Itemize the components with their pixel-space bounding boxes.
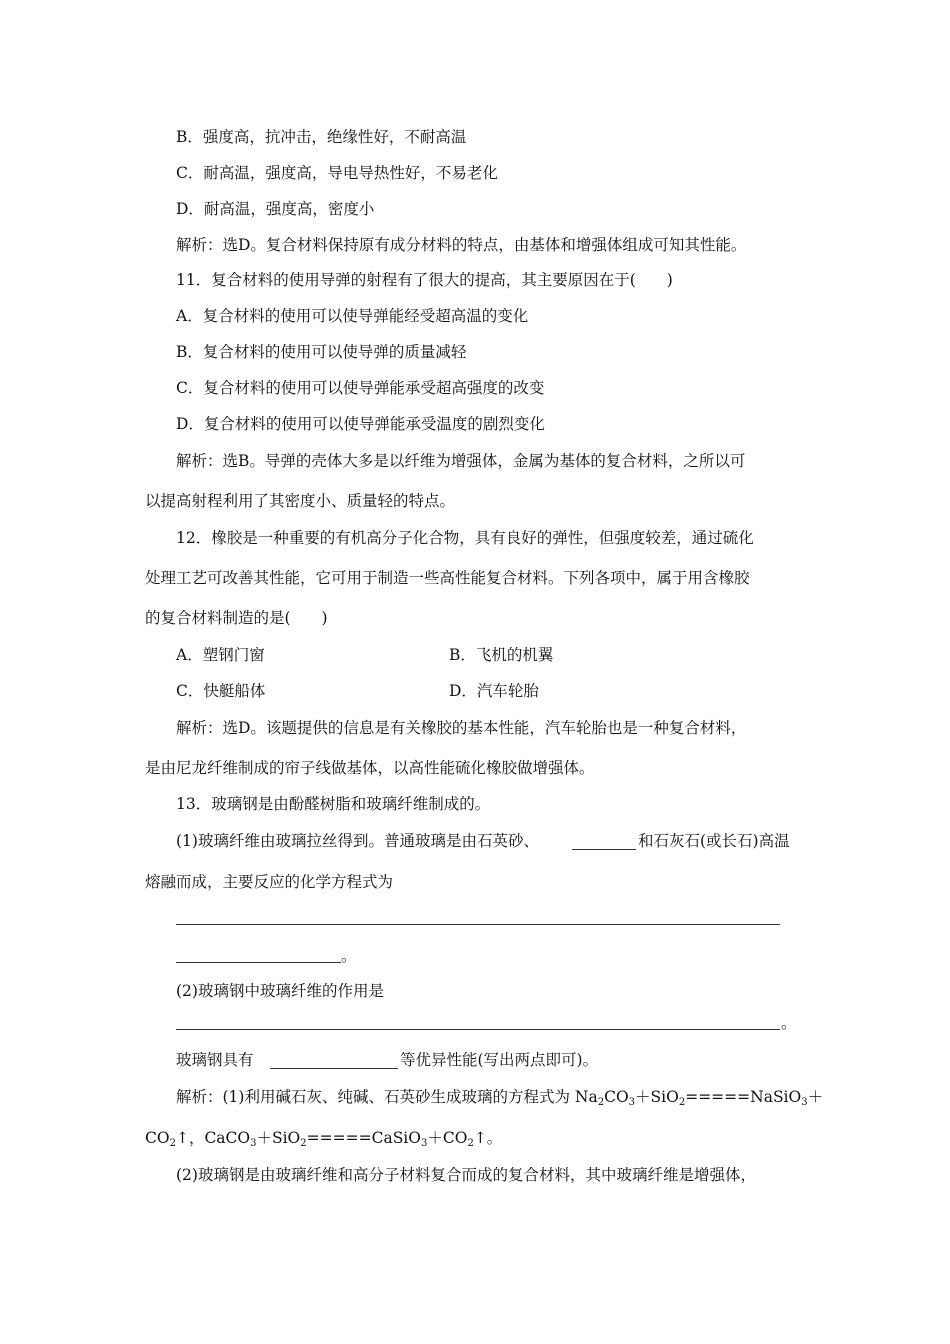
q12-analysis-line1: 解析：选D。该题提供的信息是有关橡胶的基本性能，汽车轮胎也是一种复合材料， [176,719,747,737]
answer-blank-1[interactable] [572,849,636,850]
q11-option-d: D．复合材料的使用可以使导弹能承受温度的剧烈变化 [176,415,545,433]
q13-part3a: 玻璃钢具有 [176,1051,254,1069]
q13-part1-line1a: (1)玻璃纤维由玻璃拉丝得到。普通玻璃是由石英砂、 [176,832,539,850]
q12-analysis-line2: 是由尼龙纤维制成的帘子线做基体，以高性能硫化橡胶做增强体。 [145,759,595,777]
period: 。 [341,947,357,965]
q12-option-c: C．快艇船体 [176,682,266,700]
answer-line-glass-fiber-role[interactable] [176,1029,780,1030]
q12-option-a: A．塑钢门窗 [176,646,265,664]
q12-option-b: B．飞机的机翼 [449,646,554,664]
q10-option-b: B．强度高，抗冲击，绝缘性好，不耐高温 [176,128,467,146]
q13-analysis-line2: $CO_2↑$，$CaCO_3+SiO_2=====CaSiO_3+CO_2↑$。 [145,1129,503,1149]
q11-option-b: B．复合材料的使用可以使导弹的质量减轻 [176,343,467,361]
q13-part1-line2: 熔融而成，主要反应的化学方程式为 [145,873,394,891]
q13-part3b: 等优异性能(写出两点即可)。 [400,1051,599,1069]
q12-option-d: D．汽车轮胎 [449,682,539,700]
q10-analysis: 解析：选D。复合材料保持原有成分材料的特点，由基体和增强体组成可知其性能。 [176,236,747,254]
q13-analysis-line1: 解析：(1)利用碱石灰、纯碱、石英砂生成玻璃的方程式为 $Na_2CO_3+SiO_2=====NaSiO_3+$ [176,1088,824,1108]
q13-analysis-line3: (2)玻璃钢是由玻璃纤维和高分子材料复合而成的复合材料，其中玻璃纤维是增强体， [176,1166,756,1184]
q11-stem: 11．复合材料的使用导弹的射程有了很大的提高，其主要原因在于( ) [176,271,673,289]
q10-option-c: C．耐高温，强度高，导电导热性好，不易老化 [176,164,498,182]
period: 。 [781,1014,797,1032]
q12-stem-line3: 的复合材料制造的是( ) [145,609,328,627]
q13-part1-line1b: 和石灰石(或长石)高温 [638,832,790,850]
q13-stem: 13．玻璃钢是由酚醛树脂和玻璃纤维制成的。 [176,795,491,813]
q11-analysis-line1: 解析：选B。导弹的壳体大多是以纤维为增强体，金属为基体的复合材料，之所以可 [176,452,746,470]
q11-option-a: A．复合材料的使用可以使导弹能经受超高温的变化 [176,307,529,325]
q10-option-d: D．耐高温，强度高，密度小 [176,200,375,218]
q13-part2: (2)玻璃钢中玻璃纤维的作用是 [176,982,384,1000]
q12-stem-line2: 处理工艺可改善其性能，它可用于制造一些高性能复合材料。下列各项中，属于用含橡胶 [145,569,750,587]
answer-line-equation-2[interactable] [176,962,341,963]
q11-analysis-line2: 以提高射程利用了其密度小、质量轻的特点。 [145,492,456,510]
answer-blank-properties[interactable] [270,1068,398,1069]
q12-stem-line1: 12．橡胶是一种重要的有机高分子化合物，具有良好的弹性，但强度较差，通过硫化 [176,529,754,547]
q11-option-c: C．复合材料的使用可以使导弹能承受超高强度的改变 [176,379,545,397]
answer-line-equation-1[interactable] [176,924,780,925]
